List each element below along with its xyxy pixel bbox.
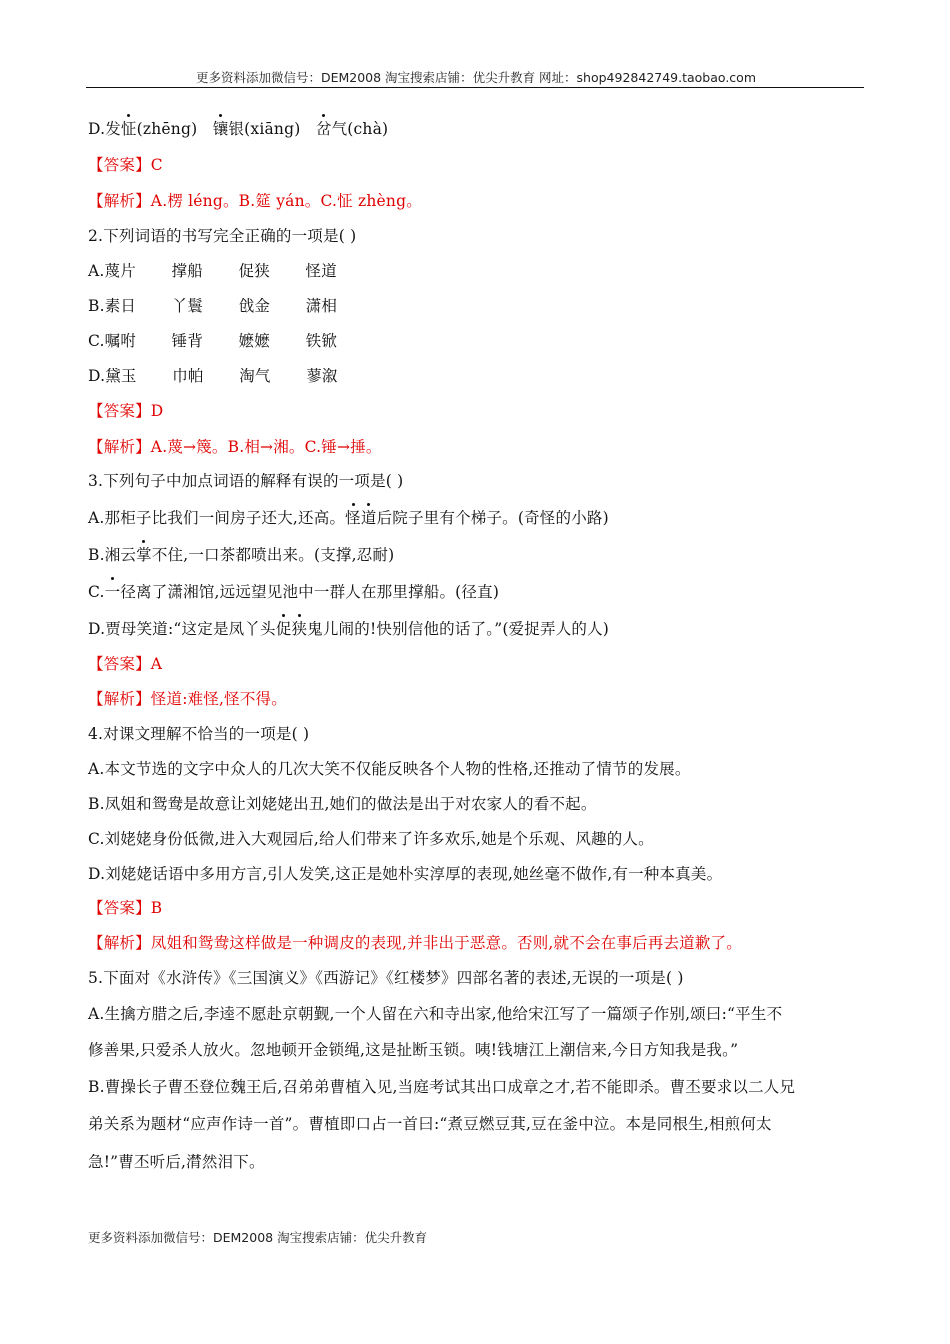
q3-option-a — [88, 508, 609, 528]
q3-c-pre: C. — [88, 583, 105, 601]
q2-d-word: 巾帕 — [172, 367, 204, 385]
q2-b-word: 潇相 — [305, 297, 338, 315]
q3-analysis: 【解析】怪道:难怪,怪不得。 — [88, 690, 287, 708]
page-footer: 更多资料添加微信号：DEM2008 淘宝搜索店铺：优尖升教育 — [88, 1230, 428, 1245]
q2-a-word: 促狭 — [238, 262, 270, 280]
q3-d-dotted: 狭 — [291, 620, 308, 638]
q3-a-dotted: 怪 — [345, 509, 361, 527]
q4-option-a: A.本文节选的文字中众人的几次大笑不仅能反映各个人物的性格,还推动了情节的发展。 — [88, 760, 691, 778]
page-header: 更多资料添加微信号：DEM2008 淘宝搜索店铺：优尖升教育 网址：shop492842749.taobao.com — [195, 70, 757, 85]
q2-d-label: D. — [88, 367, 106, 385]
q1-d-w2b: 银(xiāng) — [228, 120, 301, 138]
header-divider — [86, 87, 864, 88]
q2-a-word: 怪道 — [305, 262, 337, 280]
q5-option-a-line1: A.生擒方腊之后,李逵不愿赴京朝觐,一个人留在六和寺出家,他给宋江写了一篇颂子作别,颂曰:“平生不 — [88, 1005, 783, 1023]
q4-option-b: B.凤姐和鸳鸯是故意让刘姥姥出丑,她们的做法是出于对农家人的看不起。 — [88, 795, 597, 813]
q5-option-a-line2: 修善果,只爱杀人放火。忽地顿开金锁绳,这是扯断玉锁。咦!钱塘江上潮信来,今日方知我是我。” — [88, 1041, 739, 1059]
q5-option-b-line2: 弟关系为题材“应声作诗一首”。曹植即口占一首曰:“煮豆燃豆萁,豆在釜中泣。本是同根生,相煎何太 — [88, 1115, 772, 1133]
q2-option-d — [88, 366, 373, 386]
q3-option-c — [88, 582, 499, 602]
q1-d-w1-dotted: 怔 — [120, 120, 137, 138]
q2-b-word: 丫鬟 — [171, 297, 204, 315]
q2-d-word: 蓼溆 — [306, 367, 338, 385]
q1-analysis: 【解析】A.楞 léng。B.筵 yán。C.怔 zhèng。 — [88, 192, 422, 210]
q3-d-post: 鬼儿闹的!快别信他的话了。”(爱捉弄人的人) — [307, 620, 610, 638]
q1-d-w1c: (zhēng) — [136, 120, 198, 138]
q3-b-dotted: 掌 — [136, 546, 152, 564]
q4-analysis: 【解析】凤姐和鸳鸯这样做是一种调皮的表现,并非出于恶意。否则,就不会在事后再去道歉了。 — [88, 934, 742, 952]
q2-b-word: 戗金 — [238, 297, 271, 315]
q3-c-post: 径离了潇湘馆,远远望见池中一群人在那里撑船。(径直) — [120, 583, 500, 601]
q2-analysis: 【解析】A.蔑→篾。B.相→湘。C.锤→捶。 — [88, 438, 382, 456]
q2-d-word: 淘气 — [239, 367, 271, 385]
q4-stem: 4.对课文理解不恰当的一项是( ) — [88, 725, 310, 743]
q3-d-pre: D.贾母笑道:“这定是凤丫头 — [88, 620, 276, 638]
q2-a-word: 蔑片 — [104, 262, 136, 280]
q1-d-w3b: 气(chà) — [331, 120, 389, 138]
q3-option-d — [88, 619, 609, 639]
q4-option-c: C.刘姥姥身份低微,进入大观园后,给人们带来了许多欢乐,她是个乐观、风趣的人。 — [88, 830, 654, 848]
q1-d-w1a: 发 — [105, 120, 121, 138]
q5-option-b-line3: 急!”曹丕听后,潸然泪下。 — [88, 1153, 265, 1171]
q2-option-c — [88, 331, 373, 351]
q1-d-w2-dotted: 镶 — [212, 120, 229, 138]
q3-stem: 3.下列句子中加点词语的解释有误的一项是( ) — [88, 472, 404, 490]
q3-answer: 【答案】A — [88, 655, 163, 673]
q3-b-post: 不住,一口茶都喷出来。(支撑,忍耐) — [151, 546, 395, 564]
q3-d-dotted: 促 — [275, 620, 292, 638]
q2-c-label: C. — [88, 332, 105, 350]
q5-option-b-line1: B.曹操长子曹丕登位魏王后,召弟弟曹植入见,当庭考试其出口成章之才,若不能即杀。曹丕要求以二人兄 — [88, 1078, 796, 1096]
q5-stem: 5.下面对《水浒传》《三国演义》《西游记》《红楼梦》四部名著的表述,无误的一项是( ) — [88, 969, 684, 987]
q2-a-label: A. — [88, 262, 105, 280]
q2-b-word: 素日 — [104, 297, 137, 315]
q4-option-d: D.刘姥姥话语中多用方言,引人发笑,这正是她朴实淳厚的表现,她丝毫不做作,有一种本真美。 — [88, 865, 723, 883]
q2-option-a — [88, 261, 373, 281]
q2-c-word: 嘱咐 — [104, 332, 137, 350]
q1-option-d — [88, 119, 388, 139]
q3-a-pre: A.那柜子比我们一间房子还大,还高。 — [88, 509, 346, 527]
q3-option-b — [88, 545, 394, 565]
q2-c-word: 嬷嬷 — [238, 332, 271, 350]
q1-d-w3-dotted: 岔 — [315, 120, 332, 138]
q3-a-dotted: 道 — [360, 509, 377, 527]
q2-d-word: 黛玉 — [105, 367, 137, 385]
q2-option-b — [88, 296, 373, 316]
q4-answer: 【答案】B — [88, 899, 163, 917]
q2-c-word: 锤背 — [171, 332, 204, 350]
q3-b-pre: B.湘云 — [88, 546, 137, 564]
q2-b-label: B. — [88, 297, 105, 315]
q3-a-post: 后院子里有个梯子。(奇怪的小路) — [376, 509, 609, 527]
q2-c-word: 铁锨 — [305, 332, 338, 350]
q1-option-d-label: D. — [88, 120, 106, 138]
q1-answer: 【答案】C — [88, 156, 163, 174]
q2-stem: 2.下列词语的书写完全正确的一项是( ) — [88, 227, 357, 245]
q3-c-dotted: 一 — [104, 583, 121, 601]
q2-a-word: 撑船 — [171, 262, 203, 280]
q2-answer: 【答案】D — [88, 402, 164, 420]
